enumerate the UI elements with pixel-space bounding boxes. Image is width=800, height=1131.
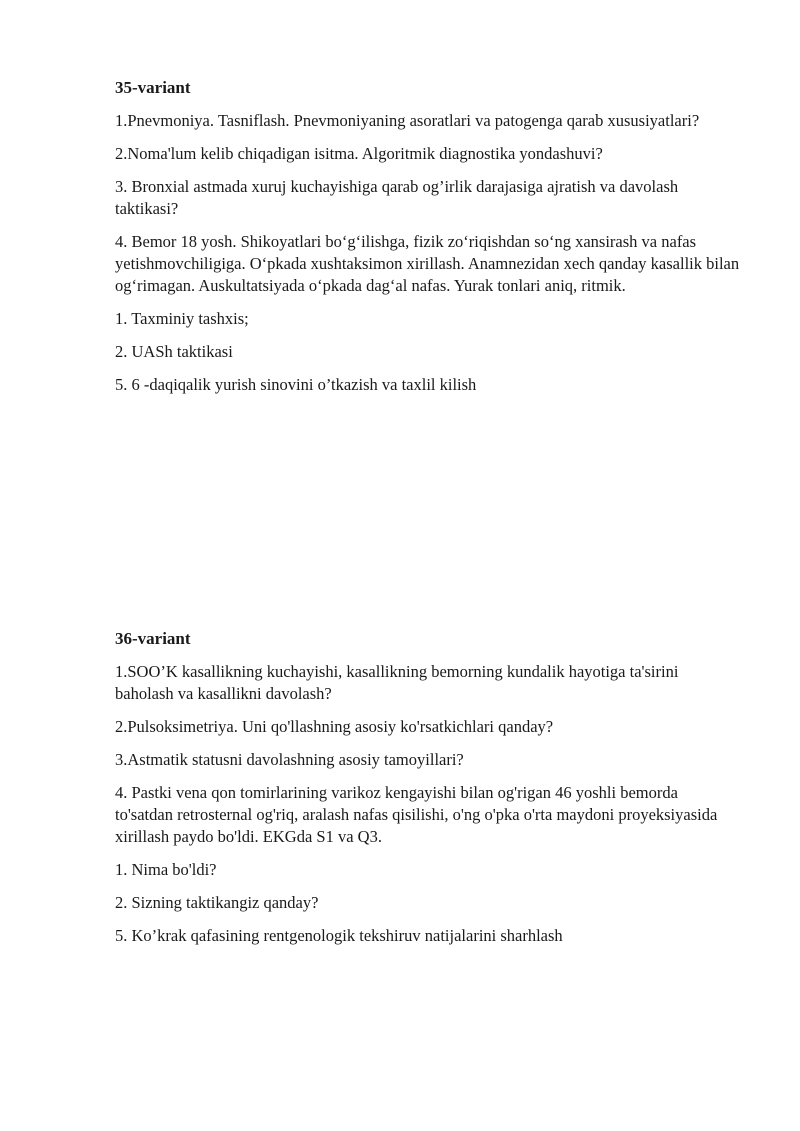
variant-36-question-3: 3.Astmatik statusni davolashning asosiy tamoyillari? — [115, 750, 464, 769]
variant-35-question-2: 2.Noma'lum kelib chiqadigan isitma. Algoritmik diagnostika yondashuvi? — [115, 144, 603, 163]
variant-36-question-5: 5. Ko’krak qafasining rentgenologik tekshiruv natijalarini sharhlash — [115, 926, 563, 945]
variant-36-section — [115, 628, 740, 958]
variant-36-question-2: 2.Pulsoksimetriya. Uni qo'llashning asosiy ko'rsatkichlari qanday? — [115, 717, 554, 736]
variant-35-question-3: 3. Bronxial astmada xuruj kuchayishiga qarab og’irlik darajasiga ajratish va davolash taktikasi? — [115, 177, 679, 218]
variant-36-heading: 36-variant — [115, 629, 191, 648]
variant-35-question-5: 5. 6 -daqiqalik yurish sinovini o’tkazish va taxlil kilish — [115, 375, 477, 394]
variant-36-question-1: 1.SOO’K kasallikning kuchayishi, kasallikning bemorning kundalik hayotiga ta'sirini baholash va kasallikni davolash? — [115, 662, 679, 703]
variant-35-case-task-1: 1. Taxminiy tashxis; — [115, 309, 249, 328]
variant-36-case-text: 4. Pastki vena qon tomirlarining varikoz kengayishi bilan og'rigan 46 yoshli bemorda to'satdan retrosternal og'riq, aralash nafas qisilishi, o'ng o'pka o'rta maydoni proyeksiyasida xirillash paydo bo'ldi. EKGda S1 va Q3. — [115, 783, 718, 846]
variant-35-case-text: 4. Bemor 18 yosh. Shikoyatlari bo‘g‘ilishga, fizik zo‘riqishdan so‘ng xansirash va nafas yetishmovchiligiga. O‘pkada xushtaksimon xirillash. Anamnezidan xech qanday kasallik bilan og‘rimagan. Auskultatsiyada o‘pkada dag‘al nafas. Yurak tonlari aniq, ritmik. — [115, 232, 740, 295]
variant-36-case-task-1: 1. Nima bo'ldi? — [115, 860, 217, 879]
variant-35-section — [115, 77, 740, 407]
variant-35-question-1: 1.Pnevmoniya. Tasniflash. Pnevmoniyaning asoratlari va patogenga qarab xususiyatlari? — [115, 111, 700, 130]
variant-36-case-task-2: 2. Sizning taktikangiz qanday? — [115, 893, 319, 912]
variant-35-heading: 35-variant — [115, 78, 191, 97]
variant-35-case-task-2: 2. UASh taktikasi — [115, 342, 233, 361]
